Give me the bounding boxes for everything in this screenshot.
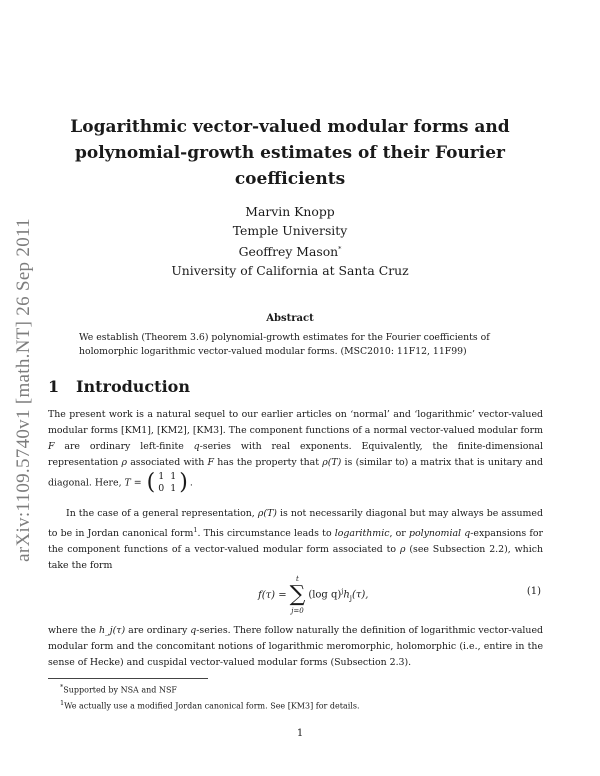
equation-exponent: j — [341, 587, 344, 596]
text-run: -series. There follow naturally the definition of logarithmic vector-valued modular form and the concomitant notions of logarithmic meromorphic, holomorphic (i.e., entire in the sense of Hecke) and cuspidal vector-valued modular forms (Subsection 2.3). — [48, 625, 544, 668]
text-run: The present work is a natural sequel to our earlier articles on ‘normal’ and ‘logarithmic’ vector-valued modular forms [KM1], [KM2], [KM3]. The component functions of a normal vector-valued modular form — [48, 409, 543, 436]
left-paren: ( — [146, 470, 156, 495]
math-symbol: ρ(T) — [322, 457, 342, 468]
author-name: Geoffrey Mason — [238, 244, 339, 260]
equation-term: h — [343, 589, 350, 601]
sum-lower-limit: j=0 — [291, 607, 304, 615]
footnote-marker: * — [60, 683, 64, 691]
body-paragraph — [48, 407, 543, 495]
emphasis: logarithmic — [334, 528, 390, 540]
math-symbol: ρ — [121, 457, 127, 468]
text-run: In the case of a general representation, — [66, 508, 258, 519]
equation-subscript: j — [349, 594, 352, 603]
matrix-grid — [155, 471, 179, 495]
sigma-glyph: ∑ — [289, 582, 306, 607]
text-run: -expansions for the component functions of a vector-valued modular form associated to — [48, 528, 543, 556]
math-symbol: T — [124, 477, 131, 489]
math-symbol: h_j(τ) — [98, 625, 126, 636]
math-symbol: ρ(T) — [257, 508, 277, 519]
arxiv-stamp — [6, 180, 42, 600]
page-number: 1 — [296, 728, 304, 739]
footnote-marker: 1 — [60, 698, 65, 707]
footnote — [60, 697, 540, 713]
text-run: is not necessarily diagonal but may always be assumed to be in Jordan canonical form — [48, 508, 543, 540]
summation-sign — [290, 574, 306, 616]
abstract-heading: Abstract — [266, 313, 314, 324]
author-name-with-marker — [50, 240, 530, 261]
text-run: are ordinary left-finite — [54, 441, 194, 452]
author-name: Marvin Knopp — [245, 204, 335, 219]
sum-upper-limit: t — [296, 575, 299, 583]
math-symbol: q — [190, 625, 197, 636]
math-symbol: ρ — [399, 544, 406, 556]
text-run: is (similar to) a matrix that is unitary and diagonal. Here, — [48, 457, 543, 489]
matrix-entry: 1 — [158, 471, 165, 482]
equation-rhs — [308, 587, 368, 602]
section-heading — [48, 377, 190, 396]
equation-body — [258, 574, 368, 616]
arxiv-stamp-text: arXiv:1109.5740v1 [math.NT] 26 Sep 2011 — [13, 218, 34, 562]
author-affiliation: University of California at Santa Cruz — [171, 263, 409, 279]
footnote-marker: 1 — [193, 526, 198, 534]
math-symbol: F — [207, 457, 214, 468]
footnote-divider — [48, 678, 208, 679]
author-affiliation: Temple University — [232, 223, 348, 238]
author-block — [50, 202, 530, 280]
footnote-text: Supported by NSA and NSF — [63, 685, 177, 695]
footnote — [60, 681, 540, 697]
math-symbol: F — [48, 441, 55, 452]
text-run: = — [130, 477, 145, 489]
matrix-entry: 1 — [170, 471, 177, 482]
text-run: associated with — [127, 457, 208, 468]
math-symbol: q — [193, 441, 200, 452]
equation-lhs: f(τ) = — [258, 589, 287, 601]
matrix-entry: 1 — [170, 483, 177, 494]
text-run: , or — [389, 528, 409, 540]
text-run: (see Subsection 2.2), which take the form — [48, 544, 543, 572]
section-title: Introduction — [76, 377, 190, 396]
author-footnote-marker: * — [338, 245, 342, 253]
display-equation — [48, 566, 543, 616]
body-paragraph — [48, 506, 543, 574]
text-run: . This circumstance leads to — [197, 528, 335, 540]
emphasis: polynomial — [408, 528, 462, 540]
body-paragraph — [48, 623, 543, 671]
text-run: where the — [48, 625, 99, 636]
paper-title: Logarithmic vector-valued modular forms and polynomial-growth estimates of their Fourier coefficients — [70, 117, 510, 189]
abstract-text: We establish (Theorem 3.6) polynomial-growth estimates for the Fourier coefficients of holomorphic logarithmic vector-valued modular forms. (MSC2010: 11F12, 11F99) — [79, 332, 490, 357]
equation-term: (log q) — [308, 589, 342, 601]
section-number: 1 — [48, 377, 60, 396]
footnotes — [60, 681, 540, 712]
text-run: has the property that — [214, 457, 323, 468]
matrix-T — [147, 471, 188, 495]
right-paren: ) — [179, 470, 188, 495]
equation-number: (1) — [526, 586, 541, 597]
text-run: . — [189, 477, 193, 489]
math-symbol: q — [464, 528, 471, 540]
matrix-entry: 0 — [158, 483, 165, 494]
equation-term: (τ), — [351, 589, 369, 601]
text-run: -series with real exponents. Equivalently, the finite-dimensional representation — [48, 441, 543, 468]
footnote-text: We actually use a modified Jordan canonical form. See [KM3] for details. — [64, 701, 360, 711]
text-run: are ordinary — [125, 625, 191, 636]
